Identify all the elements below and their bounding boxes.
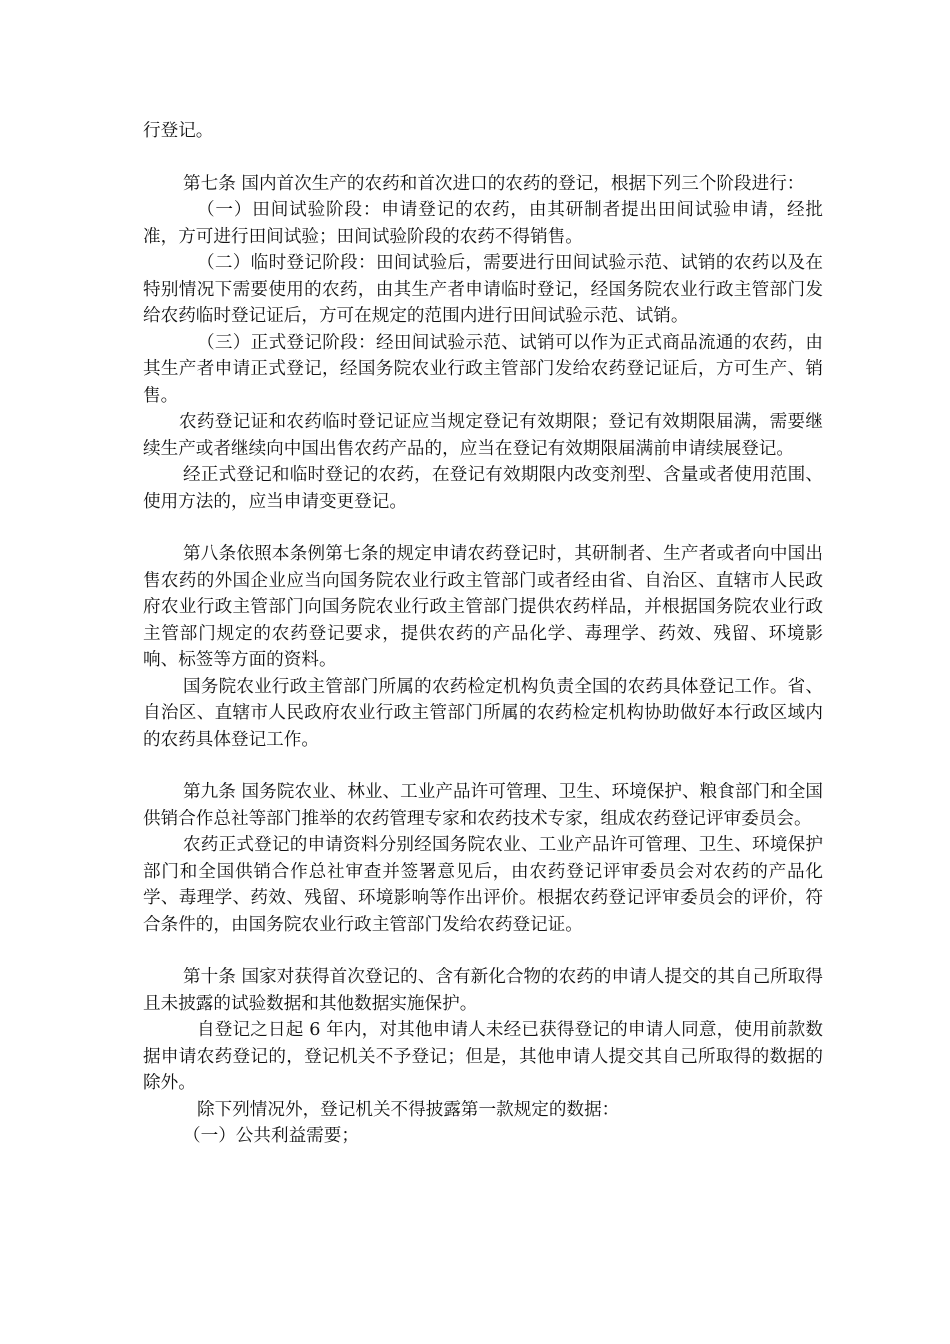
document-page	[143, 118, 823, 1150]
paragraph: 农药正式登记的申请资料分别经国务院农业、工业产品许可管理、卫生、环境保护部门和全国供销合作总社审查并签署意见后，由农药登记评审委员会对农药的产品化学、毒理学、药效、残留、环境影响等作出评价。根据农药登记评审委员会的评价，符合条件的，由国务院农业行政主管部门发给农药登记证。	[143, 835, 823, 935]
article-7-heading: 第七条 国内首次生产的农药和首次进口的农药的登记，根据下列三个阶段进行：	[183, 173, 805, 194]
article-8-heading: 第八条依照本条例第七条的规定申请农药登记时，其研制者、生产者或者向中国出售农药的外国企业应当向国务院农业行政主管部门或者经由省、自治区、直辖市人民政府农业行政主管部门向国务院农业行政主管部门提供农药样品，并根据国务院农业行政主管部门规定的农药登记要求，提供农药的产品化学、毒理学、药效、残留、环境影响、标签等方面的资料。	[143, 544, 823, 670]
paragraph: 经正式登记和临时登记的农药，在登记有效期限内改变剂型、含量或者使用范围、使用方法的，应当申请变更登记。	[143, 465, 823, 512]
paragraph: 除下列情况外，登记机关不得披露第一款规定的数据：	[197, 1099, 620, 1120]
paragraph: 自登记之日起 6 年内，对其他申请人未经已获得登记的申请人同意，使用前款数据申请农药登记的，登记机关不予登记；但是，其他申请人提交其自己所取得的数据的除外。	[143, 1020, 823, 1093]
article-9-heading: 第九条 国务院农业、林业、工业产品许可管理、卫生、环境保护、粮食部门和全国供销合作总社等部门推举的农药管理专家和农药技术专家，组成农药登记评审委员会。	[143, 782, 823, 829]
paragraph: （三）正式登记阶段：经田间试验示范、试销可以作为正式商品流通的农药，由其生产者申请正式登记，经国务院农业行政主管部门发给农药登记证后，方可生产、销售。	[143, 332, 823, 406]
paragraph: （二）临时登记阶段：田间试验后，需要进行田间试验示范、试销的农药以及在特别情况下需要使用的农药，由其生产者申请临时登记，经国务院农业行政主管部门发给农药临时登记证后，方可在规定的范围内进行田间试验示范、试销。	[143, 253, 823, 326]
paragraph: 国务院农业行政主管部门所属的农药检定机构负责全国的农药具体登记工作。省、自治区、直辖市人民政府农业行政主管部门所属的农药检定机构协助做好本行政区域内的农药具体登记工作。	[143, 676, 823, 750]
paragraph: （一）田间试验阶段：申请登记的农药，由其研制者提出田间试验申请，经批准，方可进行田间试验；田间试验阶段的农药不得销售。	[143, 200, 823, 247]
list-item: （一）公共利益需要；	[183, 1126, 359, 1146]
paragraph: 行登记。	[143, 121, 214, 141]
article-10-heading: 第十条 国家对获得首次登记的、含有新化合物的农药的申请人提交的其自己所取得且未披露的试验数据和其他数据实施保护。	[143, 967, 823, 1014]
paragraph: 农药登记证和农药临时登记证应当规定登记有效期限；登记有效期限届满，需要继续生产或者继续向中国出售农药产品的，应当在登记有效期限届满前申请续展登记。	[143, 412, 823, 459]
